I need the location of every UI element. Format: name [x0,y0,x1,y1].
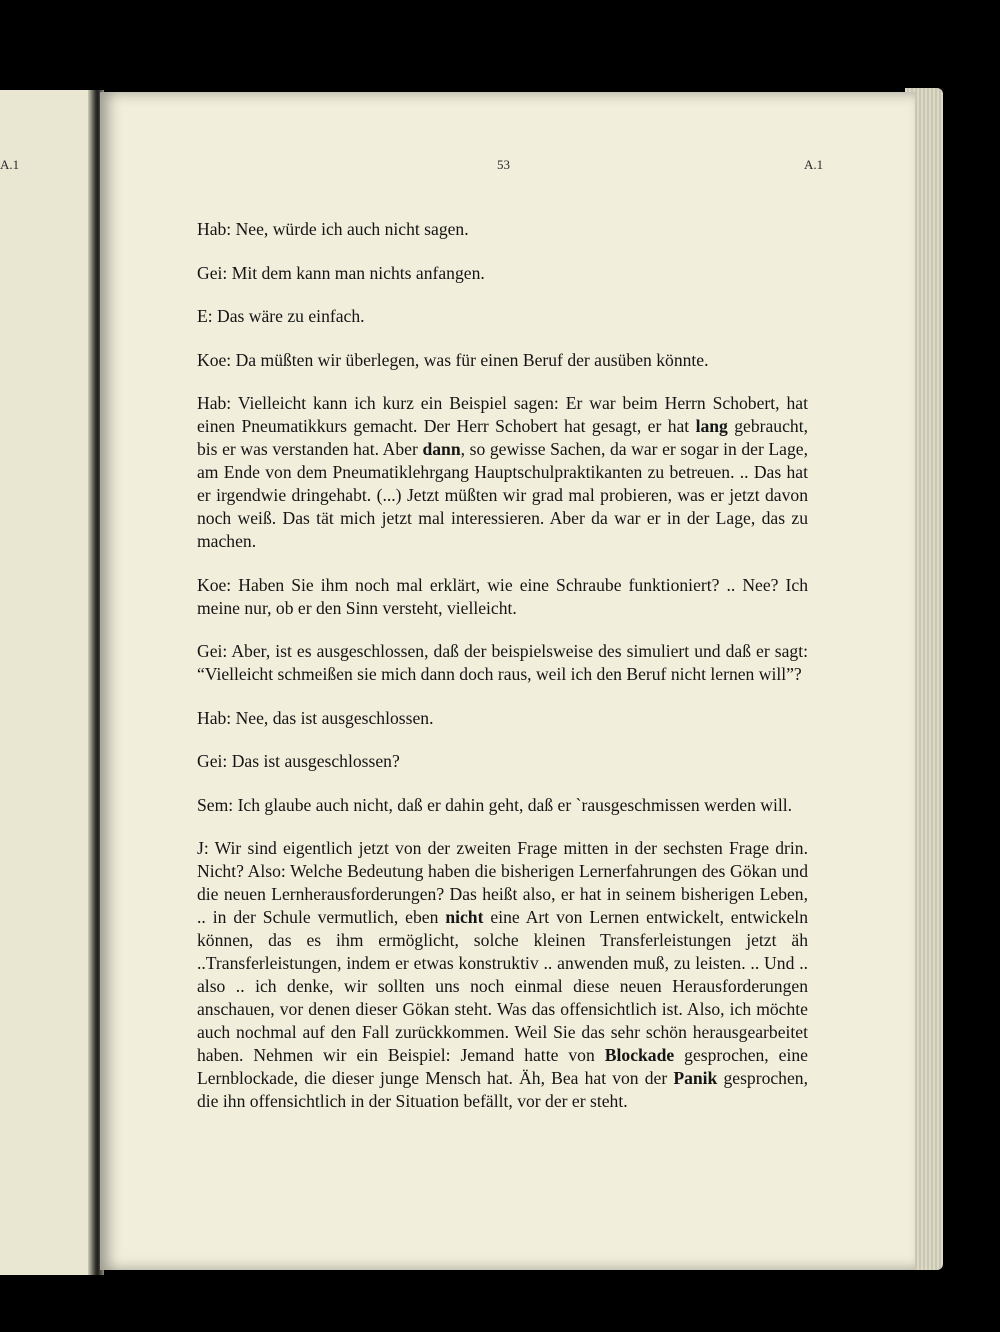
text-segment: Koe: Haben Sie ihm noch mal erklärt, wie eine Schraube funktioniert? .. Nee? Ich meine nur, ob er den Sinn versteht, vielleicht. [197,574,808,618]
transcript-paragraph [197,305,808,328]
text-segment: Gei: Das ist ausgeschlossen? [197,751,400,771]
text-segment: gesprochen, die ihn offensichtlich in der Situation befällt, vor der er steht. [197,1068,808,1111]
text-segment: gebraucht, bis er was verstanden hat. Aber [197,416,808,459]
text-segment: Koe: Da müßten wir überlegen, was für einen Beruf der ausüben könnte. [197,349,709,370]
text-segment: , so gewisse Sachen, da war er sogar in der Lage, am Ende von dem Pneumatiklehrgang Hauptschulpraktikanten zu betreuen. .. Das hat er irgendwie dringehabt. (...) Jetzt müßten wir grad mal probieren, was er jetzt davon noch weiß. Das tät mich jetzt mal interessieren. Aber da war er in der Lage, das zu machen. [197,439,808,551]
emphasized-text: lang [695,416,728,436]
transcript-paragraph [197,640,808,686]
text-segment: E: Das wäre zu einfach. [197,306,365,326]
transcript-paragraph [197,707,808,730]
text-segment: Hab: Vielleicht kann ich kurz ein Beispiel sagen: Er war beim Herrn Schobert, hat einen Pneumatikkurs gemacht. Der Herr Schobert hat gesagt, er hat [197,393,808,436]
transcript-paragraph [197,349,808,372]
transcript-paragraph [197,750,808,773]
emphasized-text: Panik [673,1068,718,1088]
text-segment: Hab: Nee, das ist ausgeschlossen. [197,707,434,728]
transcript-paragraph [197,218,808,241]
text-segment: Hab: Nee, würde ich auch nicht sagen. [197,219,469,239]
transcript-paragraph [197,574,808,620]
text-segment: Gei: Mit dem kann man nichts anfangen. [197,262,485,283]
text-segment: gesprochen, eine Lernblockade, die dieser junge Mensch hat. Äh, Bea hat von der [197,1045,808,1088]
page-number: 53 [497,157,510,172]
transcript-paragraph [197,794,808,817]
text-segment: J: Wir sind eigentlich jetzt von der zweiten Frage mitten in der sechsten Frage drin. Nicht? Also: Welche Bedeutung haben die bisherigen Lernerfahrungen des Gökan und die neuen Lernherausforderungen? Das heißt also, er hat in seinem bisherigen Leben, .. in der Schule vermutlich, eben [197,838,808,927]
transcript-paragraph [197,392,808,553]
transcript-text [197,218,808,1113]
transcript-paragraph [197,262,808,285]
left-page-edge [0,90,94,1275]
emphasized-text: dann [422,439,461,459]
transcript-paragraph [197,837,808,1113]
section-marker: A.1 [804,157,824,172]
emphasized-text: nicht [445,907,484,927]
left-page-marker: A.1 [0,157,20,172]
emphasized-text: Blockade [604,1045,675,1065]
text-segment: Sem: Ich glaube auch nicht, daß er dahin geht, daß er `rausgeschmissen werden will. [197,794,793,815]
text-segment: Gei: Aber, ist es ausgeschlossen, daß der beispielsweise des simuliert und daß er sagt: “Vielleicht schmeißen sie mich dann doch raus, weil ich den Beruf nicht lernen will”? [197,641,808,684]
text-segment: eine Art von Lernen entwickelt, entwickeln können, das es ihm ermöglicht, solche kleinen Transferleistungen jetzt äh ..Transferleistungen, indem er etwas konstruktiv .. anwenden muß, zu leisten. .. Und .. also .. ich denke, wir sollten uns noch einmal diese neuen Herausforderungen anschauen, vor denen dieser Gökan steht. Was das offensichtlich ist. Also, ich möchte auch nochmal auf den Fall zurückkommen. Weil Sie das sehr schön herausgearbeitet haben. Nehmen wir ein Beispiel: Jemand hatte von [197,907,808,1065]
